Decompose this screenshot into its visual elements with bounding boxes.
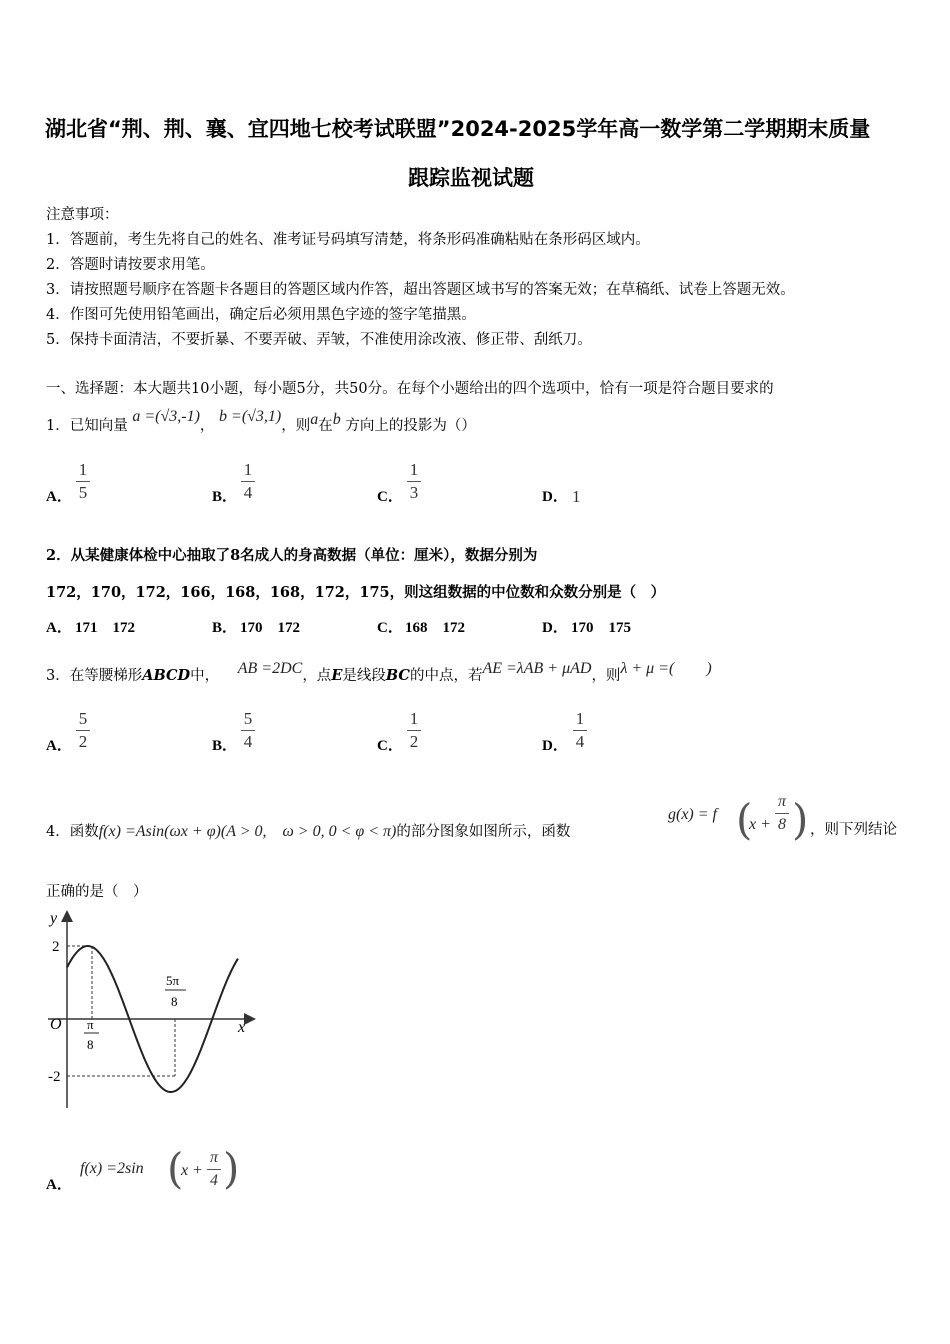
q1-vector-a: a =(√3,-1)	[132, 408, 200, 425]
q4-paren-left: (	[736, 795, 753, 844]
q3-text: ，点	[302, 668, 332, 684]
q3-option-d-label: D．	[542, 738, 568, 754]
q1-option-d-label: D．	[542, 489, 568, 505]
q1-option-c-fraction: 1 3	[407, 460, 421, 503]
q4-option-a-label: A．	[46, 1177, 72, 1193]
q1-vector-b: b =(√3,1)	[219, 408, 282, 425]
q2-option-b-value: 170 172	[240, 620, 301, 636]
q1-stem	[46, 408, 476, 435]
notes-item: 1．答题前，考生先将自己的姓名、准考证号码填写清楚，将条形码准确粘贴在条形码区域内。	[46, 232, 650, 248]
y-axis-label: y	[50, 910, 58, 927]
q4-text: 的部分图象如图所示，函数	[396, 824, 571, 840]
q1-option-d-value: 1	[572, 487, 581, 506]
notes-item: 5．保持卡面清洁，不要折暴、不要弄破、弄皱，不准使用涂改液、修正带、刮纸刀。	[46, 332, 592, 348]
q4-option-a-left: f(x) =2sin	[80, 1160, 144, 1177]
q1-option-a-label: A．	[46, 489, 72, 505]
x-axis-label: x	[238, 1019, 246, 1036]
q3-text: ，则	[591, 668, 621, 684]
q3-option-c-label: C．	[377, 738, 403, 754]
q1-number: 1．	[46, 418, 70, 434]
q1-option-b-fraction: 1 4	[241, 460, 255, 503]
q3-number: 3．	[46, 668, 70, 684]
q4-g-inner: x +	[749, 816, 771, 833]
q3-option-a-fraction: 5 2	[76, 709, 90, 752]
q3-option-b-label: B．	[212, 738, 238, 754]
trough-x-denominator: 8	[171, 994, 178, 1009]
peak-x-denominator: 8	[87, 1037, 94, 1052]
q4-function-f: f(x) =Asin(ωx + φ)(A > 0, ω > 0, 0 < φ < π)	[98, 823, 397, 840]
q4-option-a-paren-right: )	[223, 1144, 240, 1193]
q4-option-a-fraction: π 4	[207, 1148, 221, 1191]
q3-math-sum: λ + μ =( )	[620, 660, 712, 677]
y-max-label: 2	[52, 939, 60, 955]
q2-option-c-value: 168 172	[405, 620, 466, 636]
q3-text: 在等腰梯形	[69, 668, 143, 684]
q4-paren-right: )	[792, 795, 809, 844]
q4-stem-end: ，则下列结论	[810, 822, 897, 838]
q1-text: ，	[199, 418, 215, 434]
q4-option-a-paren-left: (	[167, 1144, 184, 1193]
q3-option-a-label: A．	[46, 738, 72, 754]
q4-text: 函数	[69, 824, 99, 840]
section-heading: 一、选择题：本大题共10小题，每小题5分，共50分。在每个小题给出的四个选项中，恰有一项是符合题目要求的	[46, 381, 774, 397]
q4-function-g: g(x) = f	[668, 806, 717, 823]
q3-option-b-fraction: 5 4	[241, 709, 255, 752]
q3-text: 中，	[190, 668, 220, 684]
q3-var: E	[331, 667, 343, 684]
page-title-line2: 跟踪监视试题	[408, 166, 534, 190]
q3-text: 的中点，若	[409, 668, 483, 684]
trough-x-numerator: 5π	[166, 973, 180, 988]
q1-symbol-a: a	[310, 411, 319, 428]
q1-text: 已知向量	[69, 418, 128, 434]
q4-option-a-inner: x +	[181, 1162, 203, 1179]
q1-option-c-label: C．	[377, 489, 403, 505]
q3-var: ABCD	[142, 667, 191, 684]
origin-label: O	[50, 1016, 62, 1033]
q4-g-fraction: π 8	[775, 792, 789, 835]
sine-graph	[40, 905, 260, 1115]
q2-option-c-label: C．	[377, 620, 403, 636]
q3-stem	[46, 662, 712, 685]
q1-text: ，则	[281, 418, 311, 434]
q2-option-b-label: B．	[212, 620, 238, 636]
q2-option-d-label: D．	[542, 620, 568, 636]
q2-option-d-value: 170 175	[571, 620, 632, 636]
y-min-label: -2	[48, 1069, 61, 1085]
q3-math-ae: AE =λAB + μAD	[482, 660, 592, 677]
q4-stem-line2: 正确的是（ ）	[46, 884, 148, 900]
q3-text: 是线段	[342, 668, 386, 684]
q1-option-b-label: B．	[212, 489, 238, 505]
q3-math-ab: AB =2DC	[237, 660, 303, 677]
q1-symbol-b: b	[332, 411, 341, 428]
notes-item: 2．答题时请按要求用笔。	[46, 257, 215, 273]
notes-item: 4．作图可先使用铅笔画出，确定后必须用黑色字迹的签字笔描黑。	[46, 307, 476, 323]
notes-heading: 注意事项：	[46, 207, 119, 223]
peak-x-numerator: π	[87, 1017, 94, 1032]
q2-option-a-label: A．	[46, 620, 72, 636]
q2-option-a-value: 171 172	[75, 620, 136, 636]
notes-item: 3．请按照题号顺序在答题卡各题目的答题区域内作答，超出答题区域书写的答案无效；在草稿纸、试卷上答题无效。	[46, 282, 795, 298]
page-title-line1: 湖北省“荆、荆、襄、宜四地七校考试联盟”2024-2025学年高一数学第二学期期末质量	[45, 117, 871, 141]
q3-option-d-fraction: 1 4	[573, 709, 587, 752]
q2-stem-line1: 2．从某健康体检中心抽取了8名成人的身高数据（单位：厘米），数据分别为	[46, 547, 538, 564]
q3-var: BC	[385, 667, 410, 684]
q3-option-c-fraction: 1 2	[407, 709, 421, 752]
q1-option-a-fraction: 1 5	[76, 460, 90, 503]
q4-stem	[46, 818, 570, 841]
q1-text: 方向上的投影为（）	[345, 418, 476, 434]
q4-number: 4．	[46, 824, 70, 840]
q1-text: 在	[318, 418, 333, 434]
q2-stem-line2: 172，170，172，166，168，168，172，175，则这组数据的中位数和众数分别是（ ）	[46, 584, 666, 601]
